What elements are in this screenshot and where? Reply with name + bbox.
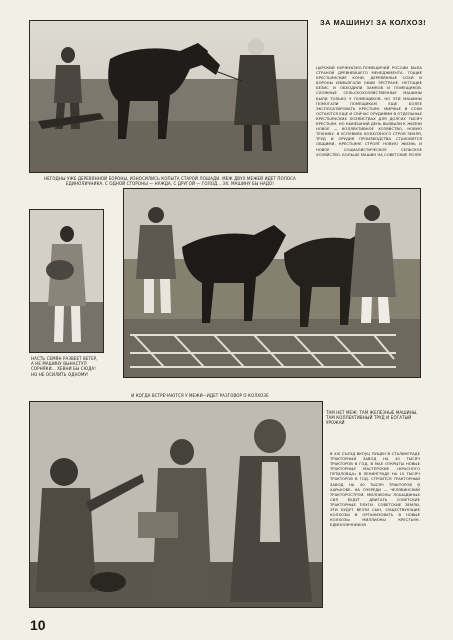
- intro-text: ЦАРСКИЙ БУРЖУАЗНО-ПОМЕЩИЧИЙ РОССИИ БЫЛА СТРАНОЙ ДРЕВНЕЙШЕГО МЕНЕДЖМЕНТА. ТОЩИЕ КРЕСТЬЯНСКИЕ КОНИ, ДЕРЕВЯННЫЕ СОХИ И БОРОНЫ ИЗМЫЗГАЛИ ОКИИ ЭРСТРАНЕ. НЕТОЩИЕ БЕЗИС И ОБХОДИЛИ ЗАМКОВ И ПОМЕЩИКОВ. СЛОЖНЫЕ СЕЛЬСКОХОЗЯЙСТВЕННЫЕ МАШИНЫ БЫЛИ ТОЛЬКО У ПОМЕЩИКОВ. НО ЭТИ МАШИНЫ ПОМОГАЛИ ПОМЕЩИКАМ ЕЩЕ БОЛЕЕ ЭКСПЛОАТИРОВАТЬ КРЕСТЬЯН. МИРНЫЕ И СОХИ ОСТАЮТСЯ ЕЩЕ И СЕЙЧАС ОРУДИЯМИ В ОТДЕЛЬНЫХ КРЕСТЬЯНСКИХ ХОЗЯЙСТВАХ ДЛЯ ДОЛГИХ ТЫСЯЧ КРЕСТЬЯН. НО НЫНЕШНИЙ ДЕНЬ ВЫЗВАЛИ К ЖИЗНИ НОВОЕ — КОЛЛЕКТИВНОЕ ХОЗЯЙСТВО, НОВУЮ ТЕХНИКУ. В УСЛОВИЯХ КОЛХОЗНОГО СТРОЯ ЗЕМЛЯ, ТРУД И ОРУДИЯ ПРОИЗВОДСТВА СТАНОВЯТСЯ ОБЩИМИ. КРЕСТЬЯНЕ СТРОЯТ НОВУЮ ЖИЗНЬ И НОВОЕ СОЦИАЛИСТИЧЕСКОЕ СЕЛЬСКОЕ ХОЗЯЙСТВО. БОЛЬШЕ МАШИН НА СОВЕТСКИЕ ПОЛЯ!: [316, 66, 422, 157]
- photo-plough-horse: [29, 20, 308, 173]
- photo-sower-image: [30, 210, 103, 352]
- headline: ЗА МАШИНУ! ЗА КОЛХОЗ!: [320, 18, 427, 27]
- caption-right-body: В XVI СЪЕЗД ВКП(Б) ПУЩЕН В СТАЛИНГРАДЕ ТРАКТОРНЫЙ ЗАВОД НА 40 ТЫСЯЧ ТРАКТОРОВ В ГОД. В МАЕ ОТКРЫТЫ НОВЫЕ ТРАКТОРНЫЕ МАСТЕРСКИЕ «КРАСНОГО ПУТИЛОВЦА» В ЛЕНИНГРАДЕ НА 10 ТЫСЯЧ ТРАКТОРОВ В ГОД. СТРОИТСЯ ТРАКТОРНЫЙ ЗАВОД НА 40 ТЫСЯЧ ТРАКТОРОВ В ХАРЬКОВЕ. НА ОЧЕРЕДИ — ЧЕЛЯБИНСКИЙ ТРАКТОРОСТРОЙ. МИЛЛИОНЫ ЛОШАДИНЫХ СИЛ БУДУТ ДВИГАТЬ СОВЕТСКИЕ ТРАКТОРНЫЕ ПЛУГИ. СОВЕТСКИЕ ЗЕМЛИ, ЭТИ БУДУТ ВЕЗТИ СЫН, СУЩЕСТВУЮЩИЕ КОЛХОЗЫ И ОРГАНИЗОВАТЬ В НОВЫЕ КОЛХОЗЫ МИЛЛИОНЫ КРЕСТЬЯН-ЕДИНОЛИЧНИКОВ: [330, 452, 420, 528]
- caption-sower: НАСТЬ СЕМЯН РАЗВЕЕТ ВЕТЕР, А НЕ МАШИНУ ВЫНАСТУП СОРНЯКИ... ХЕВНИ БЫ СЮДА! НО НЕ ОСИЛИТЬ ОДНОМУ!: [31, 356, 98, 377]
- photo-sower: [29, 209, 104, 353]
- photo-three-peasants: [29, 401, 323, 608]
- photo-harrow-meeting: [123, 188, 421, 378]
- caption-top: НЕГОДНЫ УЖЕ ДЕРЕВЯННОЙ БОРОНЫ, ИЗНОСИЛИСЬ КОПЫТА СТАРОЙ ЛОШАДИ. МЕЖ ДВУХ МЕЖЕЙ ИДЕТ ПОЛОСА ЕДИНОЛИЧНИКА. С ОДНОЙ СТОРОНЫ — НУЖДА, С ДРУГОЙ — ГОЛОД... ЭХ, МАШИНУ БЫ НАДО!: [44, 176, 296, 187]
- photo-three-peasants-image: [30, 402, 322, 607]
- page-number: 10: [30, 617, 46, 633]
- photo-plough-horse-image: [30, 21, 307, 172]
- caption-right-title: ТАМ НЕТ МЕЖ: ТАМ ЖЕЛЕЗНЫЕ МАШИНЫ, ТАМ КОЛЛЕКТИВНЫЙ ТРУД И БОГАТЫЙ УРОЖАЙ: [326, 410, 418, 426]
- photo-harrow-meeting-image: [124, 189, 420, 377]
- caption-middle: И КОГДА ВСТРЕЧАЮТСЯ У МЕЖИ—ИДЕТ РАЗГОВОР О КОЛХОЗЕ: [131, 393, 269, 398]
